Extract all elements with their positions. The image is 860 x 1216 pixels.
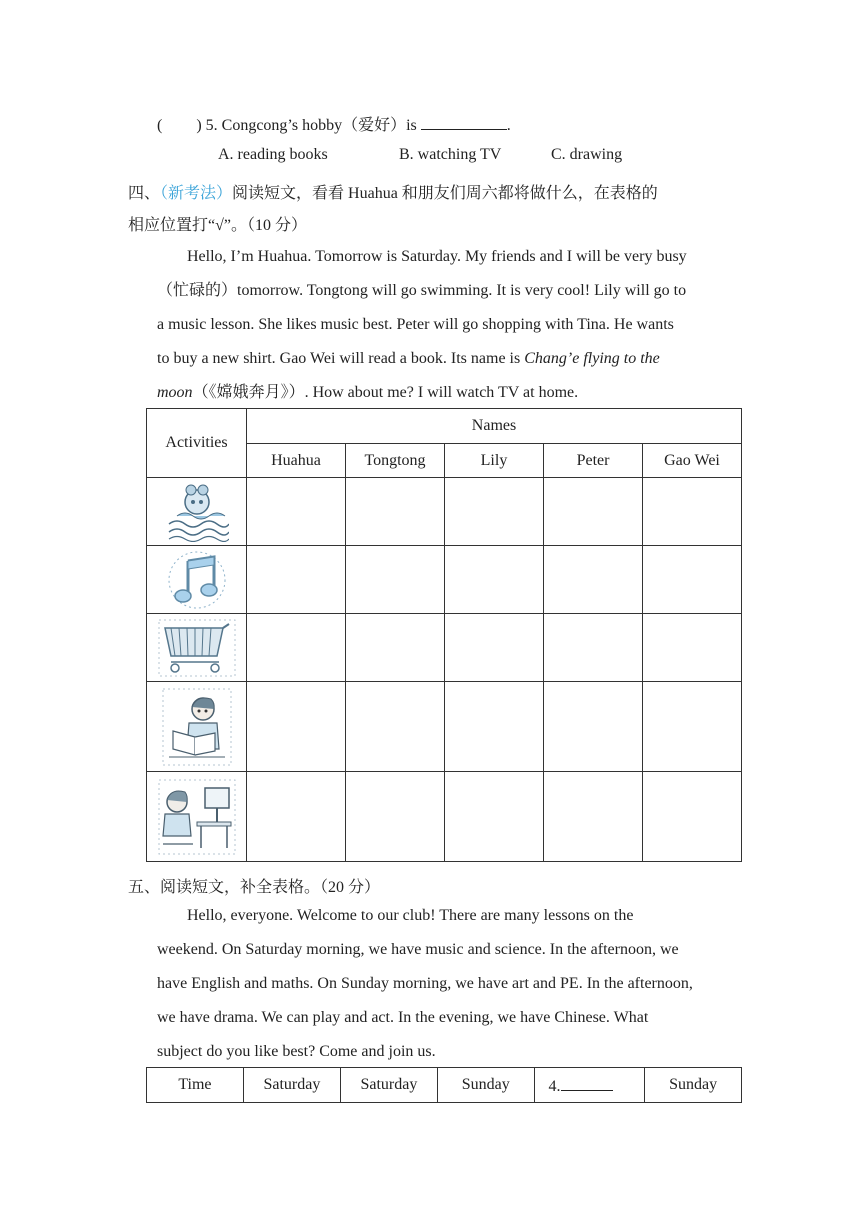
section5-passage	[157, 899, 693, 1069]
section5-instruction: 阅读短文，补全表格。（20 分）	[160, 879, 381, 896]
activity-cell	[147, 546, 247, 614]
section4-heading	[128, 180, 658, 203]
check-cell[interactable]	[643, 478, 742, 546]
check-cell[interactable]	[445, 682, 544, 772]
schedule-table	[146, 1067, 742, 1103]
passage4-line-text: to buy a new shirt. Gao Wei will read a book. Its name is	[157, 350, 525, 367]
section5-number: 五、	[128, 879, 161, 896]
passage4-line	[157, 342, 687, 376]
activity-cell	[147, 614, 247, 682]
check-cell[interactable]	[643, 614, 742, 682]
section4-tag: （新考法）	[160, 185, 233, 202]
book-title: Chang’e flying to the	[524, 350, 660, 367]
reading-boy-icon	[161, 687, 233, 767]
passage5-line: Hello, everyone. Welcome to our club! There are many lessons on the	[187, 907, 634, 924]
music-note-icon	[166, 549, 228, 611]
blank-4-number: 4.	[548, 1078, 561, 1095]
q5-bracket-open: (	[157, 117, 163, 134]
activities-table	[146, 408, 742, 862]
section4-instruction-line1: 阅读短文，看看 Huahua 和朋友们周六都将做什么，在表格的	[232, 185, 658, 202]
q5-option-c: C. drawing	[551, 146, 623, 163]
header-name-gaowei: Gao Wei	[643, 444, 742, 478]
check-cell[interactable]	[247, 546, 346, 614]
activity-cell	[147, 682, 247, 772]
check-cell[interactable]	[643, 546, 742, 614]
check-cell[interactable]	[346, 614, 445, 682]
activity-cell	[147, 478, 247, 546]
table-row	[147, 772, 742, 862]
schedule-header-saturday: Saturday	[340, 1068, 437, 1103]
header-name-peter: Peter	[544, 444, 643, 478]
q5-option-a: A. reading books	[218, 146, 328, 163]
check-cell[interactable]	[247, 682, 346, 772]
passage4-line	[157, 376, 687, 410]
passage4-line: （忙碌的）tomorrow. Tongtong will go swimming. It is very cool! Lily will go to	[157, 282, 687, 299]
table-row	[147, 614, 742, 682]
book-title-end: moon	[157, 384, 193, 401]
table-row	[147, 546, 742, 614]
check-cell[interactable]	[643, 772, 742, 862]
check-cell[interactable]	[445, 478, 544, 546]
check-cell[interactable]	[544, 478, 643, 546]
check-cell[interactable]	[445, 614, 544, 682]
header-name-lily: Lily	[445, 444, 544, 478]
check-cell[interactable]	[247, 772, 346, 862]
passage4-line: a music lesson. She likes music best. Peter will go shopping with Tina. He wants	[157, 316, 674, 333]
check-cell[interactable]	[346, 772, 445, 862]
schedule-header-sunday: Sunday	[437, 1068, 534, 1103]
check-cell[interactable]	[445, 772, 544, 862]
blank-4-line[interactable]	[561, 1074, 613, 1091]
table-row	[147, 682, 742, 772]
q5-option-b: B. watching TV	[399, 146, 502, 163]
swimming-icon	[165, 482, 229, 542]
check-cell[interactable]	[247, 614, 346, 682]
check-cell[interactable]	[346, 682, 445, 772]
check-cell[interactable]	[544, 682, 643, 772]
schedule-header-blank-4[interactable]	[534, 1068, 645, 1103]
q5-text: 5. Congcong’s hobby（爱好）is	[205, 117, 417, 134]
check-cell[interactable]	[544, 546, 643, 614]
schedule-header-time: Time	[147, 1068, 244, 1103]
passage5-line: we have drama. We can play and act. In the evening, we have Chinese. What	[157, 1009, 649, 1026]
check-cell[interactable]	[247, 478, 346, 546]
q5-bracket-close: )	[196, 117, 202, 134]
activity-cell	[147, 772, 247, 862]
check-cell[interactable]	[643, 682, 742, 772]
section4-instruction-line2: 相应位置打“√”。（10 分）	[128, 217, 307, 234]
table-row	[147, 478, 742, 546]
header-name-tongtong: Tongtong	[346, 444, 445, 478]
header-name-huahua: Huahua	[247, 444, 346, 478]
check-cell[interactable]	[346, 478, 445, 546]
q5-end: .	[506, 117, 511, 134]
passage5-line: subject do you like best? Come and join us.	[157, 1043, 436, 1060]
header-names: Names	[247, 409, 742, 444]
schedule-header-sunday: Sunday	[645, 1068, 742, 1103]
passage4-line-text: （《嫦娥奔月》）. How about me? I will watch TV at home.	[192, 384, 579, 401]
section4-number: 四、	[128, 185, 161, 202]
section4-passage	[157, 240, 687, 410]
check-cell[interactable]	[544, 772, 643, 862]
passage5-line: weekend. On Saturday morning, we have music and science. In the afternoon, we	[157, 941, 679, 958]
header-activities: Activities	[147, 409, 247, 478]
q5-blank[interactable]	[421, 113, 507, 130]
shopping-cart-icon	[157, 618, 237, 678]
check-cell[interactable]	[544, 614, 643, 682]
section5-heading	[128, 874, 380, 897]
watching-tv-icon	[157, 778, 237, 856]
q5-line	[157, 112, 511, 135]
passage4-line: Hello, I’m Huahua. Tomorrow is Saturday. My friends and I will be very busy	[187, 248, 687, 265]
check-cell[interactable]	[346, 546, 445, 614]
passage5-line: have English and maths. On Sunday morning, we have art and PE. In the afternoon,	[157, 975, 693, 992]
check-cell[interactable]	[445, 546, 544, 614]
schedule-header-saturday: Saturday	[243, 1068, 340, 1103]
